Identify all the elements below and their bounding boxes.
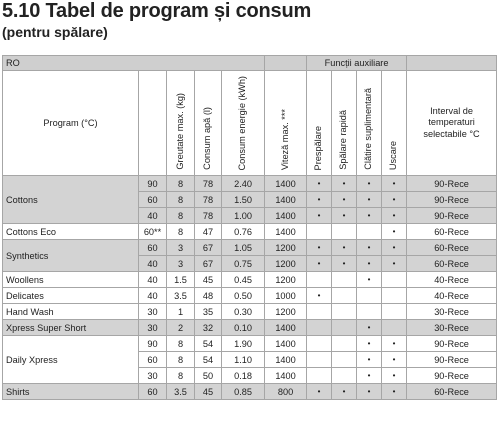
temp-range-cell: 60-Rece (407, 256, 497, 272)
weight-cell: 8 (167, 352, 195, 368)
quick-wash-cell (332, 224, 357, 240)
speed-cell: 1400 (265, 368, 307, 384)
temp-range-cell: 40-Rece (407, 272, 497, 288)
drying-cell (382, 320, 407, 336)
temp-range-cell: 30-Rece (407, 304, 497, 320)
drying-cell: • (382, 240, 407, 256)
program-name: Cottons (3, 176, 139, 224)
water-cell: 78 (195, 192, 222, 208)
temp-range-cell: 90-Rece (407, 336, 497, 352)
program-name: Cottons Eco (3, 224, 139, 240)
prewash-cell: • (307, 240, 332, 256)
table-row (3, 384, 497, 400)
extra-rinse-cell: • (357, 368, 382, 384)
extra-rinse-cell (357, 288, 382, 304)
aux-functions-header: Funcții auxiliare (307, 56, 407, 71)
weight-cell: 3 (167, 256, 195, 272)
drying-cell: • (382, 176, 407, 192)
temp-cell: 60 (139, 240, 167, 256)
col-header-weight: Greutate max. (kg) (174, 93, 185, 170)
prewash-cell (307, 272, 332, 288)
quick-wash-cell (332, 336, 357, 352)
temp-range-cell: 90-Rece (407, 352, 497, 368)
temp-range-cell: 90-Rece (407, 176, 497, 192)
temp-cell: 90 (139, 336, 167, 352)
weight-cell: 2 (167, 320, 195, 336)
extra-rinse-cell: • (357, 352, 382, 368)
temp-range-cell: 60-Rece (407, 384, 497, 400)
table-row (3, 240, 497, 256)
weight-cell: 1 (167, 304, 195, 320)
temp-range-cell: 90-Rece (407, 208, 497, 224)
speed-cell: 1400 (265, 320, 307, 336)
prewash-cell (307, 224, 332, 240)
temp-cell: 30 (139, 304, 167, 320)
quick-wash-cell: • (332, 256, 357, 272)
drying-cell: • (382, 208, 407, 224)
table-row (3, 304, 497, 320)
program-name: Hand Wash (3, 304, 139, 320)
prewash-cell: • (307, 288, 332, 304)
prewash-cell (307, 320, 332, 336)
water-cell: 54 (195, 352, 222, 368)
weight-cell: 3 (167, 240, 195, 256)
weight-cell: 3.5 (167, 384, 195, 400)
temp-cell: 60** (139, 224, 167, 240)
water-cell: 50 (195, 368, 222, 384)
extra-rinse-cell: • (357, 176, 382, 192)
col-header-program: Program (°C) (3, 71, 139, 176)
program-name: Woollens (3, 272, 139, 288)
energy-cell: 0.50 (222, 288, 265, 304)
energy-cell: 1.10 (222, 352, 265, 368)
page-title: 5.10 Tabel de program și consum (2, 0, 312, 22)
temp-cell: 60 (139, 192, 167, 208)
energy-cell: 1.00 (222, 208, 265, 224)
weight-cell: 3.5 (167, 288, 195, 304)
energy-cell: 0.18 (222, 368, 265, 384)
quick-wash-cell (332, 320, 357, 336)
temp-cell: 40 (139, 288, 167, 304)
prewash-cell: • (307, 192, 332, 208)
table-row (3, 320, 497, 336)
water-cell: 32 (195, 320, 222, 336)
energy-cell: 0.45 (222, 272, 265, 288)
energy-cell: 1.05 (222, 240, 265, 256)
temp-cell: 40 (139, 208, 167, 224)
speed-cell: 1200 (265, 256, 307, 272)
extra-rinse-cell: • (357, 192, 382, 208)
speed-cell: 1400 (265, 176, 307, 192)
temp-cell: 30 (139, 320, 167, 336)
extra-rinse-cell (357, 224, 382, 240)
water-cell: 78 (195, 208, 222, 224)
extra-rinse-cell: • (357, 272, 382, 288)
program-table (2, 55, 497, 400)
prewash-cell (307, 304, 332, 320)
program-name: Shirts (3, 384, 139, 400)
drying-cell: • (382, 368, 407, 384)
drying-cell (382, 272, 407, 288)
region-label: RO (3, 56, 265, 71)
prewash-cell (307, 336, 332, 352)
col-header-drying: Uscare (388, 140, 399, 170)
prewash-cell: • (307, 384, 332, 400)
col-header-water: Consum apă (l) (202, 107, 213, 170)
prewash-cell (307, 368, 332, 384)
weight-cell: 8 (167, 176, 195, 192)
temp-cell: 90 (139, 176, 167, 192)
quick-wash-cell: • (332, 192, 357, 208)
energy-cell: 0.10 (222, 320, 265, 336)
program-name: Xpress Super Short (3, 320, 139, 336)
weight-cell: 8 (167, 224, 195, 240)
speed-cell: 1400 (265, 224, 307, 240)
quick-wash-cell: • (332, 384, 357, 400)
water-cell: 67 (195, 240, 222, 256)
drying-cell: • (382, 384, 407, 400)
temp-range-cell: 40-Rece (407, 288, 497, 304)
water-cell: 67 (195, 256, 222, 272)
quick-wash-cell (332, 288, 357, 304)
water-cell: 35 (195, 304, 222, 320)
water-cell: 48 (195, 288, 222, 304)
prewash-cell: • (307, 256, 332, 272)
col-header-prewash: Prespălare (313, 125, 324, 170)
extra-rinse-cell: • (357, 208, 382, 224)
temp-range-cell: 90-Rece (407, 368, 497, 384)
weight-cell: 8 (167, 368, 195, 384)
table-row (3, 288, 497, 304)
speed-cell: 1400 (265, 336, 307, 352)
energy-cell: 0.75 (222, 256, 265, 272)
drying-cell (382, 288, 407, 304)
water-cell: 78 (195, 176, 222, 192)
col-header-temp-range: Interval de temperaturi selectabile °C (407, 71, 497, 176)
speed-cell: 1200 (265, 272, 307, 288)
energy-cell: 0.76 (222, 224, 265, 240)
temp-cell: 60 (139, 384, 167, 400)
quick-wash-cell (332, 368, 357, 384)
drying-cell: • (382, 256, 407, 272)
quick-wash-cell: • (332, 176, 357, 192)
extra-rinse-cell: • (357, 336, 382, 352)
temp-range-cell: 60-Rece (407, 240, 497, 256)
energy-cell: 2.40 (222, 176, 265, 192)
energy-cell: 1.50 (222, 192, 265, 208)
temp-cell: 40 (139, 272, 167, 288)
program-name: Delicates (3, 288, 139, 304)
speed-cell: 1400 (265, 192, 307, 208)
temp-range-cell: 60-Rece (407, 224, 497, 240)
speed-cell: 1400 (265, 208, 307, 224)
water-cell: 47 (195, 224, 222, 240)
energy-cell: 1.90 (222, 336, 265, 352)
prewash-cell: • (307, 176, 332, 192)
extra-rinse-cell: • (357, 256, 382, 272)
quick-wash-cell: • (332, 208, 357, 224)
extra-rinse-cell: • (357, 240, 382, 256)
speed-cell: 1000 (265, 288, 307, 304)
col-header-quick-wash: Spălare rapidă (338, 110, 349, 170)
weight-cell: 1.5 (167, 272, 195, 288)
extra-rinse-cell: • (357, 320, 382, 336)
water-cell: 45 (195, 272, 222, 288)
program-name: Daily Xpress (3, 336, 139, 384)
drying-cell (382, 304, 407, 320)
quick-wash-cell: • (332, 240, 357, 256)
temp-cell: 60 (139, 352, 167, 368)
speed-cell: 1200 (265, 240, 307, 256)
drying-cell: • (382, 352, 407, 368)
temp-cell: 40 (139, 256, 167, 272)
prewash-cell: • (307, 208, 332, 224)
program-name: Synthetics (3, 240, 139, 272)
prewash-cell (307, 352, 332, 368)
energy-cell: 0.85 (222, 384, 265, 400)
drying-cell: • (382, 224, 407, 240)
col-header-extra-rinse: Clătire suplimentară (363, 88, 374, 170)
drying-cell: • (382, 192, 407, 208)
quick-wash-cell (332, 352, 357, 368)
speed-cell: 1200 (265, 304, 307, 320)
table-body (3, 176, 497, 400)
page-subtitle: (pentru spălare) (2, 24, 108, 40)
col-header-speed: Viteză max. *** (279, 108, 290, 170)
col-header-energy: Consum energie (kWh) (237, 75, 248, 170)
quick-wash-cell (332, 304, 357, 320)
speed-cell: 800 (265, 384, 307, 400)
weight-cell: 8 (167, 208, 195, 224)
weight-cell: 8 (167, 192, 195, 208)
speed-cell: 1400 (265, 352, 307, 368)
table-row (3, 272, 497, 288)
water-cell: 54 (195, 336, 222, 352)
drying-cell: • (382, 336, 407, 352)
quick-wash-cell (332, 272, 357, 288)
table-row (3, 176, 497, 192)
water-cell: 45 (195, 384, 222, 400)
table-row (3, 224, 497, 240)
extra-rinse-cell (357, 304, 382, 320)
weight-cell: 8 (167, 336, 195, 352)
temp-range-cell: 90-Rece (407, 192, 497, 208)
table-row (3, 336, 497, 352)
extra-rinse-cell: • (357, 384, 382, 400)
temp-range-cell: 30-Rece (407, 320, 497, 336)
energy-cell: 0.30 (222, 304, 265, 320)
temp-cell: 30 (139, 368, 167, 384)
